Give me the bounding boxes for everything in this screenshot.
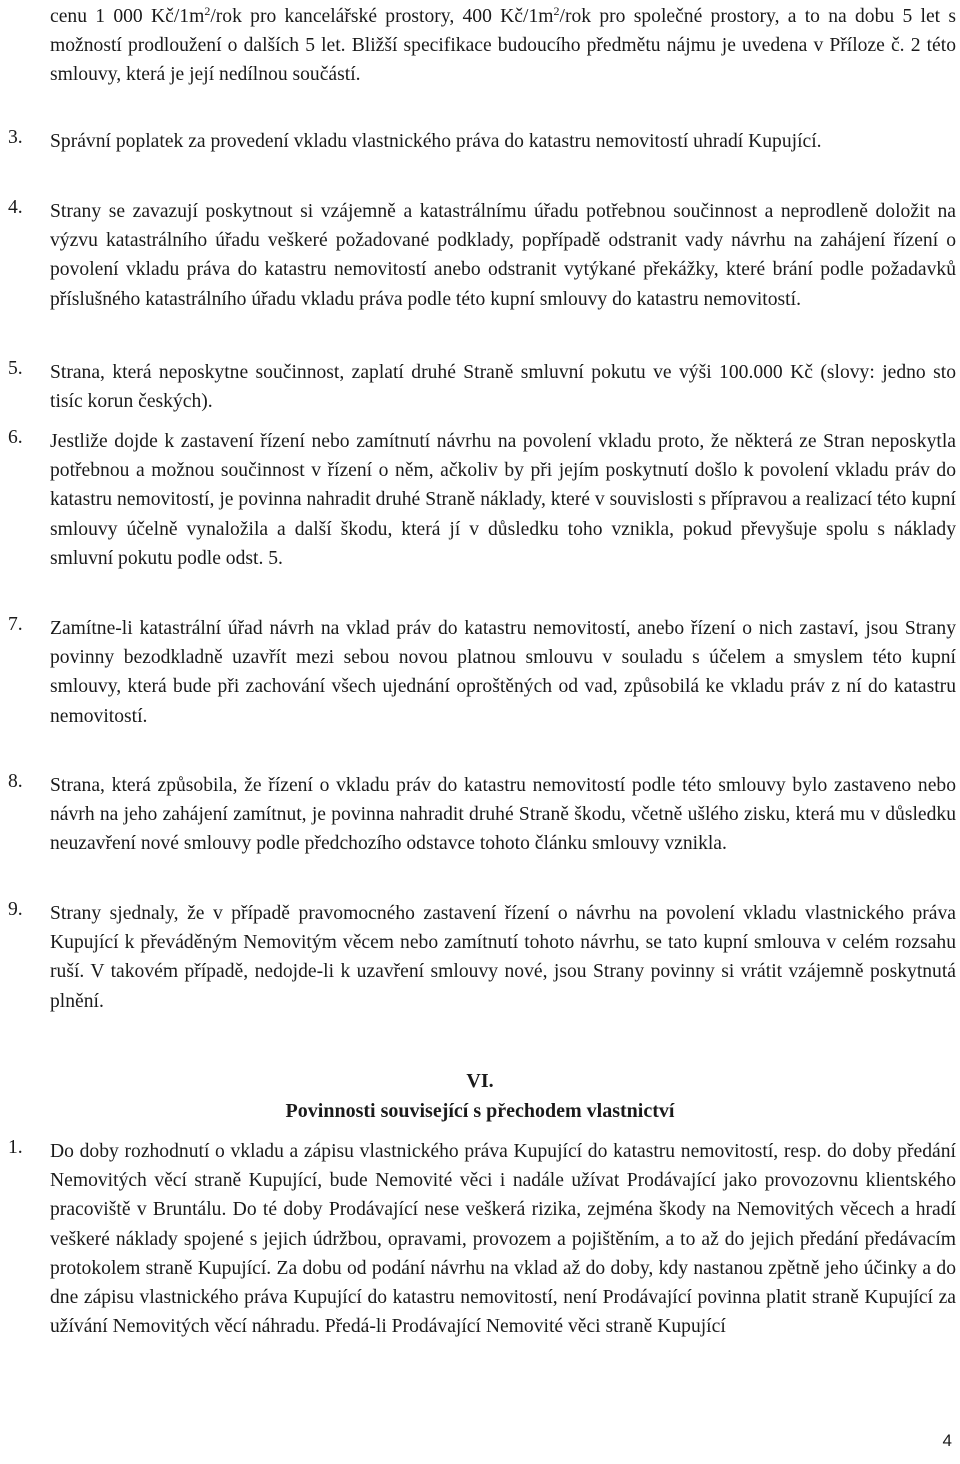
item-text: Do doby rozhodnutí o vkladu a zápisu vlastnického práva Kupující do katastru nemovitostí, resp. do doby předání Nemovitých věcí straně Kupující, bude Nemovité věci i nadále užívat Prodávající jako provozovnu klientského pracoviště v Bruntálu. Do té doby Prodávající nese veškerá rizika, zejména škody na Nemovitých věcech a hradí veškeré náklady spojené s jejich údržbou, opravami, provozem a pojištěním, a to až do jejich předání předávacím protokolem straně Kupující. Za dobu od podání návrhu na vklad až do doby, kdy nastanou zpětně jeho účinky a do dne zápisu vlastnického práva Kupující do katastru nemovitostí, není Prodávající povinna platit straně Kupující za užívání Nemovitých věcí náhradu. Předá-li Prodávající Nemovité věci straně Kupující	[50, 1141, 956, 1338]
item-text: Zamítne-li katastrální úřad návrh na vklad práv do katastru nemovitostí, anebo řízení o nich zastaví, jsou Strany povinny bezodkladně uzavřít mezi sebou novou platnou smlouvu v souladu s účelem a smyslem této kupní smlouvy, která bude při zachování všech ujednání oproštěných od vad, způsobilá ke vkladu práv z ní do katastru nemovitostí.	[50, 618, 956, 727]
item-number: 9.	[8, 899, 23, 920]
list-item-7	[0, 614, 960, 731]
list-item-6	[0, 427, 960, 573]
item-text: Jestliže dojde k zastavení řízení nebo zamítnutí návrhu na povolení vkladu proto, že některá ze Stran neposkytla potřebnou a možnou součinnost v řízení o něm, ačkoliv by při jejím poskytnutí došlo k povolení vkladu práv do katastru nemovitostí, je povinna nahradit druhé Straně náklady, které v souvislosti s přípravou a realizací této kupní smlouvy účelně vynaložila a další škodu, která jí v důsledku toho vznikla, pokud převyšuje spolu s náklady smluvní pokutu podle odst. 5.	[50, 431, 956, 569]
item-number: 7.	[8, 614, 23, 635]
list-item-4	[0, 197, 960, 314]
item-text: Strany se zavazují poskytnout si vzájemně a katastrálnímu úřadu potřebnou součinnost a neprodleně doložit na výzvu katastrálního úřadu veškeré požadované podklady, popřípadě odstranit vady návrhu na zahájení řízení o povolení vkladu práva do katastru nemovitostí anebo odstranit vytýkané překážky, které brání podle požadavků příslušného katastrálního úřadu vkladu práva podle této kupní smlouvy do katastru nemovitostí.	[50, 201, 956, 310]
list-item-8	[0, 771, 960, 859]
item-number: 6.	[8, 427, 23, 448]
item-text: Strana, která způsobila, že řízení o vkladu práv do katastru nemovitostí podle této smlouvy bylo zastaveno nebo návrh na jeho zahájení zamítnut, je povinna nahradit druhé Straně škodu, včetně ušlého zisku, která mu v důsledku neuzavření nové smlouvy podle předchozího odstavce tohoto článku smlouvy vznikla.	[50, 775, 956, 855]
section-title: Povinnosti související s přechodem vlastnictví	[285, 1100, 675, 1122]
item-number: 5.	[8, 358, 23, 379]
item-text: Správní poplatek za provedení vkladu vlastnického práva do katastru nemovitostí uhradí Kupující.	[50, 131, 822, 152]
page-number: 4	[942, 1431, 952, 1450]
item-number: 4.	[8, 197, 23, 218]
continuation-paragraph	[0, 2, 960, 90]
list-item-5	[0, 358, 960, 416]
item-text: Strany sjednaly, že v případě pravomocného zastavení řízení o návrhu na povolení vkladu vlastnického práva Kupující k převáděným Nemovitým věcem nebo zamítnutí tohoto návrhu, se tato kupní smlouva v celém rozsahu ruší. V takovém případě, nedojde-li k uzavření smlouvy nové, jsou Strany povinny si vrátit vzájemně poskytnutá plnění.	[50, 903, 956, 1012]
list-item-9	[0, 899, 960, 1016]
continuation-text: cenu 1 000 $Kč/1m^2$/rok pro kancelářské prostory, 400 $Kč/1m^2$/rok pro společné prostory, a to na dobu 5 let s možností prodloužení o dalších 5 let. Bližší specifikace budoucího předmětu nájmu je uvedena v Příloze č. 2 této smlouvy, která je její nedílnou součástí.	[50, 4, 957, 86]
section-list-item-1	[0, 1137, 960, 1341]
list-item-3	[0, 127, 960, 156]
item-number: 1.	[8, 1137, 23, 1158]
section-number: VI.	[466, 1070, 494, 1092]
item-text: Strana, která neposkytne součinnost, zaplatí druhé Straně smluvní pokutu ve výši 100.000 Kč (slovy: jedno sto tisíc korun českých).	[50, 362, 956, 413]
item-number: 3.	[8, 127, 23, 148]
item-number: 8.	[8, 771, 23, 792]
